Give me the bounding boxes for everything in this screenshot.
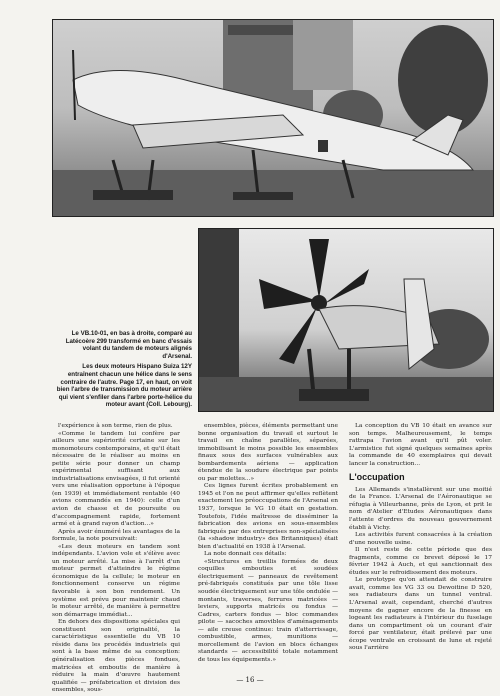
body-paragraph: Il n'est reste de cette période que des fragments, comme ce brevet déposé le 17 février 1942 à Auch, et qui sanctionnait des études sur le refroidissement des moteurs.	[349, 547, 492, 576]
body-paragraph: Ces lignes furent écrites probablement en 1945 et l'on ne peut affirmer qu'elles reflètent exactement les préoccupations de l'Arsenal en 1937, lorsque le VG 10 était en gestation. Toutefois, l'idée maîtresse de disséminer la fabrication des avions en sous-ensembles fabriqués par des entreprises non-spécialisées (la «shadow industry» des Britanniques) était bien d'actualité en 1938 à l'Arsenal.	[198, 483, 338, 550]
section-heading: L'occupation	[349, 472, 405, 483]
body-paragraph: En dehors des dispositions spéciales qui constituent son originalité, la caractéristique essentielle du VB 10 réside dans les procédés industriels qui sont à la base même de sa conception: généralisation des pièces fondues, matricées et emboutis de manière à réduire la main d'œuvre hautement qualifiée — préfabrication et division des ensembles, sous-	[52, 619, 180, 694]
body-paragraph: Après avoir énuméré les avantages de la formule, la note poursuivait:	[52, 528, 180, 543]
page-number: — 16 —	[236, 676, 264, 684]
body-paragraph: La note donnait ces détails:	[204, 551, 287, 558]
photo-latecoere-299-test-bed	[52, 19, 494, 217]
body-paragraph: l'expérience à son terme, rien de plus.	[58, 423, 173, 429]
photo-contra-rotating-propellers	[198, 228, 494, 412]
aircraft-photo-illustration	[53, 20, 493, 216]
body-paragraph: Les activités furent consacrées à la création d'une nouvelle usine.	[349, 532, 492, 546]
caption-paragraph: Le VB.10-01, en bas à droite, comparé au Latécoère 299 transformé en banc d'essais volant du tandem de moteurs alignés d'Arsenal.	[65, 330, 192, 360]
body-paragraph: ensembles, pièces, éléments permettant une bonne organisation du travail et surtout le travail en chaîne parallèles, séparées, immobilisant le moins possible les ensembles finaux sous des surfaces vulnérables aux bombardements aériens — application étendue de la soudure électrique par points ou par molettes...»	[198, 423, 338, 482]
body-paragraph: «Structures en treillis formées de deux coquilles embouties et soudées électriquement — panneaux de revêtement pré-fabriqués constitués par une tôle lisse soudée électriquement sur une tôle ondulée — montants, traverses, ferrures matricées — leviers, supports matricés ou fondus — Cadres, carters fondus — bloc commandes pilote — sacoches amovibles d'aménagements — aile creuse continue: train d'atterrissage, combustible, armes, munitions — morcellement de l'avion en blocs échanges standards — accessibilité totale notamment de tous les équipements.»	[198, 558, 338, 663]
photo-caption	[52, 330, 192, 412]
body-paragraph: «Les deux moteurs en tandem sont indépendants. L'avion vole et s'élève avec un moteur arrêté. La mise à l'arrêt d'un moteur permet d'atteindre le régime économique de la cellule; le moteur en fonctionnement conserve un régime favorable à son bon rendement. Un système est prévu pour maintenir chaud le moteur arrêté, de manière à permettre son démarrage immédiat...	[52, 543, 180, 618]
body-paragraph: La conception du VB 10 était en avance sur son temps. Malheureusement, le temps rattrapa l'avion avant qu'il pût voler. L'armistice fut signé quelques semaines après la commande de 40 exemplaires qui devait lancer la construction...	[349, 423, 492, 467]
propeller-photo-illustration	[199, 229, 493, 411]
caption-paragraph: Les deux moteurs Hispano Suiza 12Y entraînent chacun une hélice dans le sens contraire de l'autre. Page 17, en haut, on voit bien l'arbre de transmission du moteur arrière qui vient s'enfiler dans l'arbre porte-hélice du moteur avant (Coll. Lebourg).	[56, 363, 192, 409]
body-paragraph: «Comme le tandem lui confère par ailleurs une supériorité certaine sur les monomoteurs contemporains, et qu'il était nécessaire de le réaliser au moins en petite série pour donner un champ expérimental suffisant aux industrialisations envisagées, il fut orienté vers une réalisation opportune à l'époque (en 1939) et immédiatement rentable (40 avions commandés en 1940): celle d'un avion de chasse et de poursuite ou d'accompagnement rapide, fortement armé et à grand rayon d'action...»	[52, 430, 180, 528]
body-paragraph: Les Allemands s'installèrent sur une moitié de la France. L'Arsenal de l'Aéronautique se réfugia à Villeurbanne, près de Lyon, et prit le nom d'Atelier d'Etudes Aéronautiques dans l'attente d'ordres du nouveau gouvernement établi à Vichy.	[349, 486, 492, 531]
text-column-3	[349, 423, 492, 653]
text-column-1	[52, 423, 180, 695]
text-column-2	[198, 423, 338, 665]
body-paragraph: Le prototype qu'on attendait de construire avait, comme les VG 33 ou Dewoitine D 520, ses radiateurs dans un tunnel ventral. L'Arsenal avait, cependant, cherché d'autres moyens de gagner encore de la finesse en logeant les radiateurs à l'intérieur du fuselage dans un compartiment où un courant d'air forcé par ventilateur, était prélevé par une écope ventrale en croissant de lune et rejeté sous l'arrière	[349, 577, 492, 652]
